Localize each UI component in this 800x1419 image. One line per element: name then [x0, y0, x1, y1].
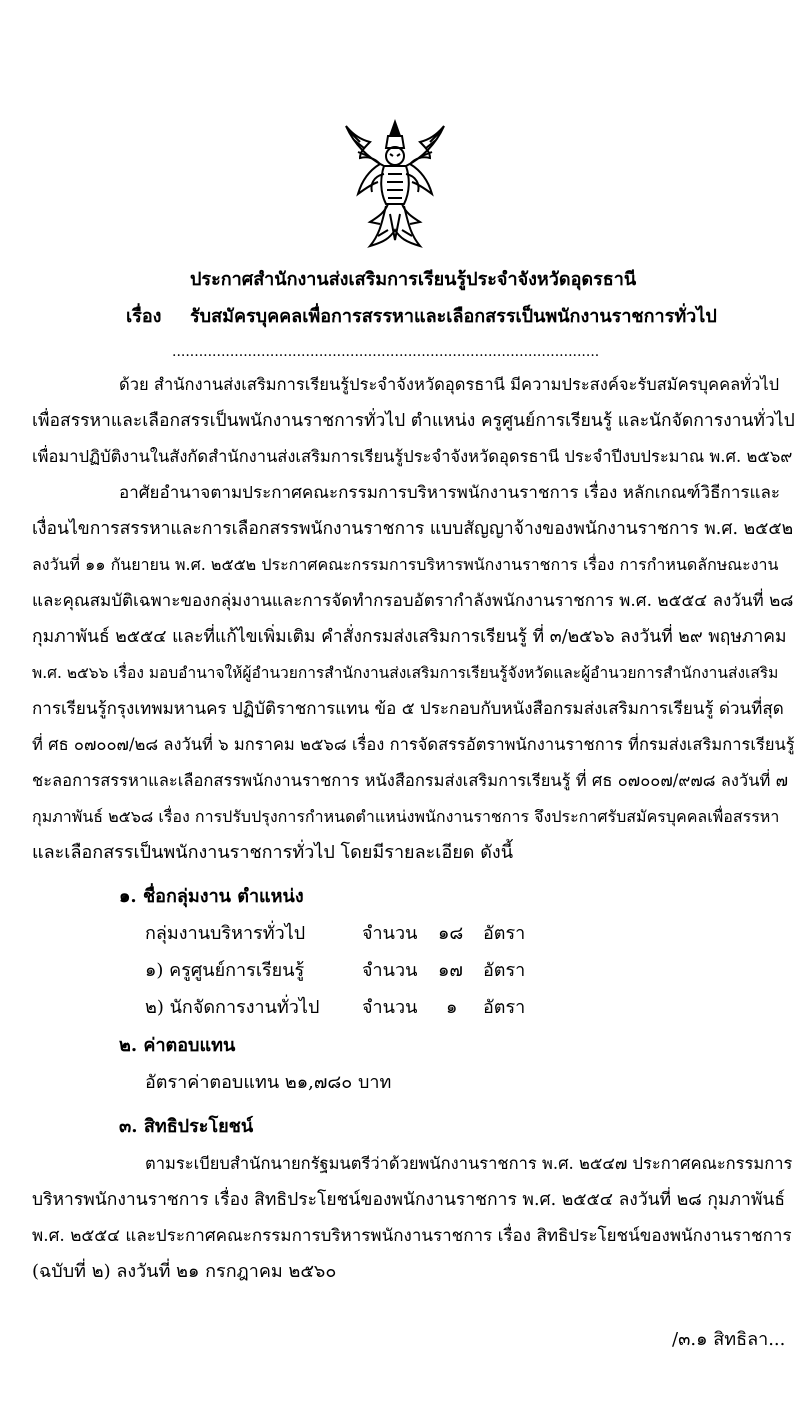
- announcement-title: ประกาศสำนักงานส่งเสริมการเรียนรู้ประจำจังหวัดอุดรธานี: [190, 269, 637, 290]
- body-line: อาศัยอำนาจตามประกาศคณะกรรมการบริหารพนักงานราชการ เรื่อง หลักเกณฑ์วิธีการและ: [119, 483, 781, 503]
- count-unit: อัตรา: [483, 923, 526, 944]
- body-line: พ.ศ. ๒๕๖๖ เรื่อง มอบอำนาจให้ผู้อำนวยการสำนักงานส่งเสริมการเรียนรู้จังหวัดและผู้อำนวยการสำนักงานส่งเสริม: [32, 664, 779, 682]
- body-line: เพื่อมาปฏิบัติงานในสังกัดสำนักงานส่งเสริมการเรียนรู้ประจำจังหวัดอุดรธานี ประจำปีงบประมาณ พ.ศ. ๒๕๖๙: [32, 447, 793, 466]
- body-line: ลงวันที่ ๑๑ กันยายน พ.ศ. ๒๕๕๒ ประกาศคณะกรรมการบริหารพนักงานราชการ เรื่อง การกำหนดลักษณะงาน: [32, 555, 779, 574]
- body-line: ที่ ศธ ๐๗๐๐๗/๒๘ ลงวันที่ ๖ มกราคม ๒๕๖๘ เรื่อง การจัดสรรอัตราพนักงานราชการ ที่กรมส่งเสริมการเรียนรู้: [32, 735, 795, 754]
- section-heading: ๓. สิทธิประโยชน์: [119, 1116, 254, 1137]
- continuation-note: /๓.๑ สิทธิลา...: [672, 1329, 786, 1350]
- position-name: ๑) ครูศูนย์การเรียนรู้: [145, 960, 305, 981]
- body-line: (ฉบับที่ ๒) ลงวันที่ ๒๑ กรกฎาคม ๒๕๖๐: [32, 1261, 337, 1282]
- subject-label: เรื่อง: [126, 306, 162, 327]
- body-line: พ.ศ. ๒๕๕๔ และประกาศคณะกรรมการบริหารพนักงานราชการ เรื่อง สิทธิประโยชน์ของพนักงานราชการ: [32, 1226, 792, 1246]
- body-line: ชะลอการสรรหาและเลือกสรรพนักงานราชการ หนังสือกรมส่งเสริมการเรียนรู้ ที่ ศธ ๐๗๐๐๗/๙๗๘ ลงวันที่ ๗: [32, 771, 789, 790]
- body-line: กุมภาพันธ์ ๒๕๕๔ และที่แก้ไขเพิ่มเติม คำสั่งกรมส่งเสริมการเรียนรู้ ที่ ๓/๒๕๖๖ ลงวันที่ ๒๙ พฤษภาคม: [32, 627, 787, 647]
- body-line: การเรียนรู้กรุงเทพมหานคร ปฏิบัติราชการแทน ข้อ ๕ ประกอบกับหนังสือกรมส่งเสริมการเรียนรู้ ด่วนที่สุด: [32, 699, 784, 719]
- count-label: จำนวน: [362, 997, 418, 1018]
- compensation-text: อัตราค่าตอบแทน ๒๑,๗๘๐ บาท: [145, 1072, 392, 1093]
- subject-text: รับสมัครบุคคลเพื่อการสรรหาและเลือกสรรเป็นพนักงานราชการทั่วไป: [190, 306, 717, 327]
- count-label: จำนวน: [362, 960, 418, 981]
- body-line: กุมภาพันธ์ ๒๕๖๘ เรื่อง การปรับปรุงการกำหนดตำแหน่งพนักงานราชการ จึงประกาศรับสมัครบุคคลเพื่อสรรหา: [32, 807, 780, 826]
- count-value: ๑: [446, 997, 458, 1018]
- section-heading: ๑. ชื่อกลุ่มงาน ตำแหน่ง: [119, 886, 304, 907]
- separator-dots: ................................................................................................: [172, 344, 600, 360]
- count-value: ๑๗: [438, 960, 463, 981]
- position-name: กลุ่มงานบริหารทั่วไป: [145, 923, 306, 944]
- garuda-emblem: [340, 118, 450, 253]
- section-heading: ๒. ค่าตอบแทน: [119, 1035, 236, 1056]
- count-unit: อัตรา: [483, 997, 526, 1018]
- body-line: เพื่อสรรหาและเลือกสรรเป็นพนักงานราชการทั่วไป ตำแหน่ง ครูศูนย์การเรียนรู้ และนักจัดการงานทั่วไป: [32, 411, 795, 431]
- body-line: ตามระเบียบสำนักนายกรัฐมนตรีว่าด้วยพนักงานราชการ พ.ศ. ๒๕๔๗ ประกาศคณะกรรมการ: [145, 1154, 793, 1173]
- body-line: เงื่อนไขการสรรหาและการเลือกสรรพนักงานราชการ แบบสัญญาจ้างของพนักงานราชการ พ.ศ. ๒๕๕๒: [32, 519, 794, 539]
- count-label: จำนวน: [362, 923, 418, 944]
- body-line: ด้วย สำนักงานส่งเสริมการเรียนรู้ประจำจังหวัดอุดรธานี มีความประสงค์จะรับสมัครบุคคลทั่วไป: [119, 375, 780, 394]
- count-unit: อัตรา: [483, 960, 526, 981]
- body-line: บริหารพนักงานราชการ เรื่อง สิทธิประโยชน์ของพนักงานราชการ พ.ศ. ๒๕๕๔ ลงวันที่ ๒๘ กุมภาพันธ์: [32, 1190, 786, 1210]
- body-line: และคุณสมบัติเฉพาะของกลุ่มงานและการจัดทำกรอบอัตรากำลังพนักงานราชการ พ.ศ. ๒๕๕๔ ลงวันที่ ๒๘: [32, 591, 794, 611]
- body-line: และเลือกสรรเป็นพนักงานราชการทั่วไป โดยมีรายละเอียด ดังนี้: [32, 842, 513, 863]
- count-value: ๑๘: [438, 923, 464, 944]
- position-name: ๒) นักจัดการงานทั่วไป: [145, 997, 320, 1018]
